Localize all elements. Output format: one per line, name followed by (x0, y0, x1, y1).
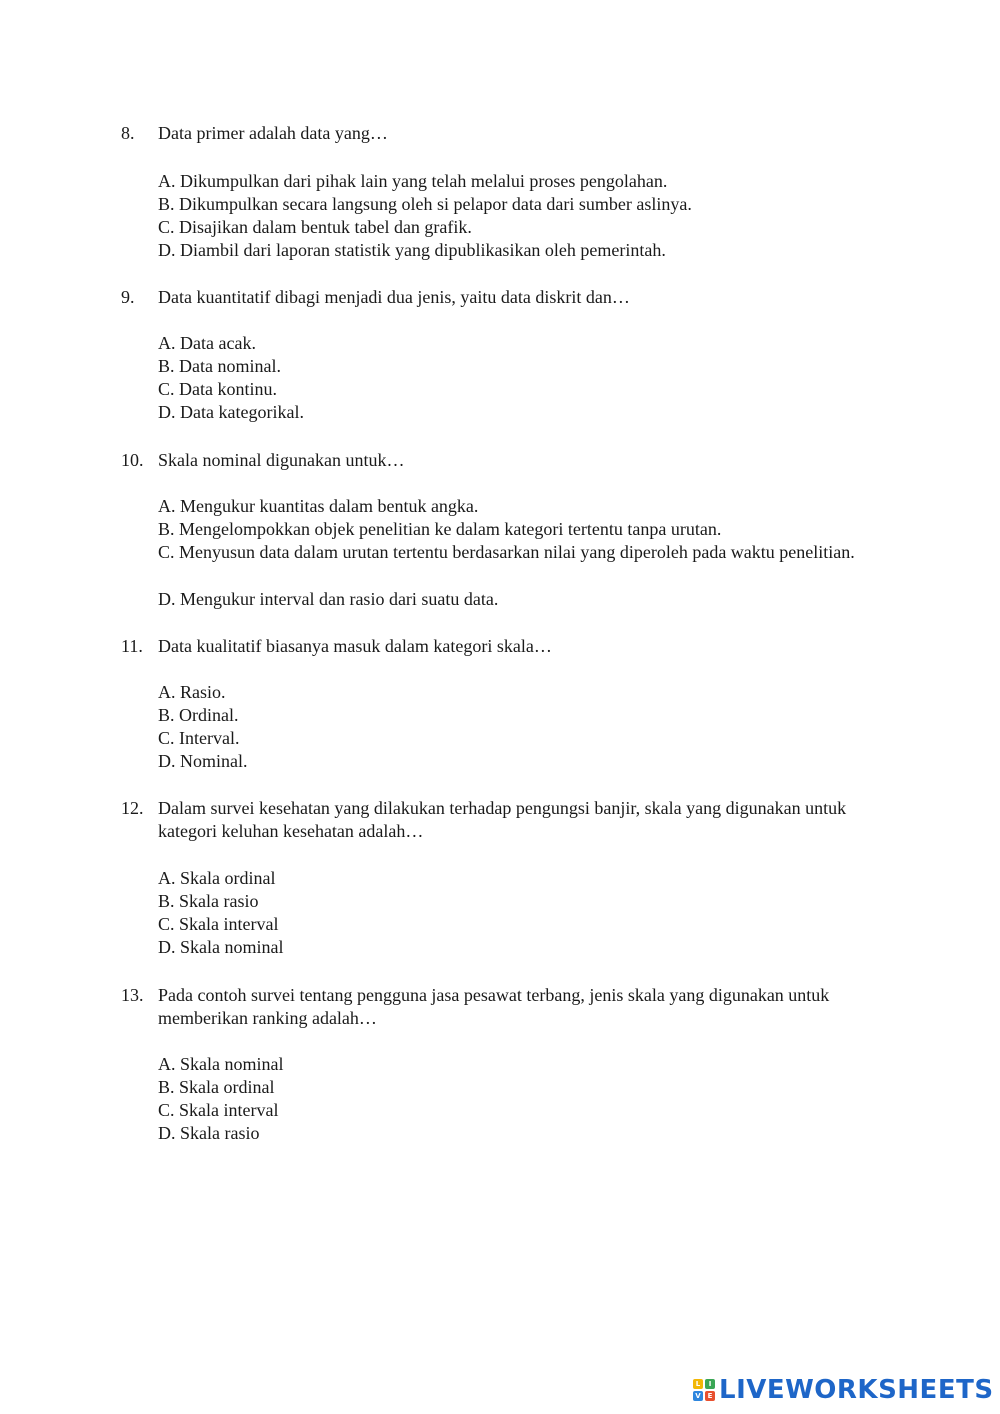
liveworksheets-logo[interactable] (693, 1374, 994, 1406)
option-d[interactable]: D. Nominal. (158, 751, 248, 771)
question-text: Data kuantitatif dibagi menjadi dua jenis, yaitu data diskrit dan… (158, 287, 630, 307)
option-a[interactable]: A. Skala ordinal (158, 868, 276, 888)
option-d[interactable]: D. Diambil dari laporan statistik yang dipublikasikan oleh pemerintah. (158, 240, 666, 260)
question-text: Pada contoh survei tentang pengguna jasa pesawat terbang, jenis skala yang digunakan untuk memberikan ranking adalah… (158, 985, 830, 1029)
question-text: Skala nominal digunakan untuk… (158, 450, 405, 470)
option-a[interactable]: A. Data acak. (158, 333, 256, 353)
option-b[interactable]: B. Mengelompokkan objek penelitian ke dalam kategori tertentu tanpa urutan. (158, 519, 722, 539)
option-b[interactable]: B. Data nominal. (158, 356, 281, 376)
logo-mark-letter: L (693, 1379, 703, 1389)
question-number: 9. (121, 287, 135, 307)
question-number: 13. (121, 985, 144, 1005)
option-a[interactable]: A. Skala nominal (158, 1054, 284, 1074)
logo-mark-letter: V (693, 1391, 703, 1401)
option-c[interactable]: C. Menyusun data dalam urutan tertentu berdasarkan nilai yang diperoleh pada waktu penelitian. (158, 542, 855, 562)
question-number: 10. (121, 450, 144, 470)
option-a[interactable]: A. Dikumpulkan dari pihak lain yang telah melalui proses pengolahan. (158, 171, 668, 191)
option-b[interactable]: B. Skala ordinal (158, 1077, 275, 1097)
option-a[interactable]: A. Mengukur kuantitas dalam bentuk angka. (158, 496, 479, 516)
option-b[interactable]: B. Dikumpulkan secara langsung oleh si pelapor data dari sumber aslinya. (158, 194, 692, 214)
option-c[interactable]: C. Skala interval (158, 1100, 279, 1120)
option-d[interactable]: D. Skala rasio (158, 1123, 260, 1143)
question-number: 12. (121, 798, 144, 818)
option-b[interactable]: B. Ordinal. (158, 705, 239, 725)
option-d[interactable]: D. Skala nominal (158, 937, 284, 957)
logo-text: LIVEWORKSHEETS (719, 1375, 994, 1405)
question-text: Data kualitatif biasanya masuk dalam kategori skala… (158, 636, 552, 656)
option-a[interactable]: A. Rasio. (158, 682, 226, 702)
logo-mark-letter: I (705, 1379, 715, 1389)
option-c[interactable]: C. Interval. (158, 728, 240, 748)
logo-mark-letter: E (705, 1391, 715, 1401)
option-d[interactable]: D. Data kategorikal. (158, 402, 304, 422)
option-b[interactable]: B. Skala rasio (158, 891, 259, 911)
option-d[interactable]: D. Mengukur interval dan rasio dari suatu data. (158, 589, 499, 609)
question-text: Dalam survei kesehatan yang dilakukan terhadap pengungsi banjir, skala yang digunakan untuk kategori keluhan kesehatan adalah… (158, 798, 847, 842)
option-c[interactable]: C. Skala interval (158, 914, 279, 934)
question-text: Data primer adalah data yang… (158, 123, 388, 143)
question-number: 11. (121, 636, 143, 656)
option-c[interactable]: C. Disajikan dalam bentuk tabel dan grafik. (158, 217, 472, 237)
liveworksheets-mark-icon (693, 1379, 715, 1401)
question-number: 8. (121, 123, 135, 143)
option-c[interactable]: C. Data kontinu. (158, 379, 277, 399)
